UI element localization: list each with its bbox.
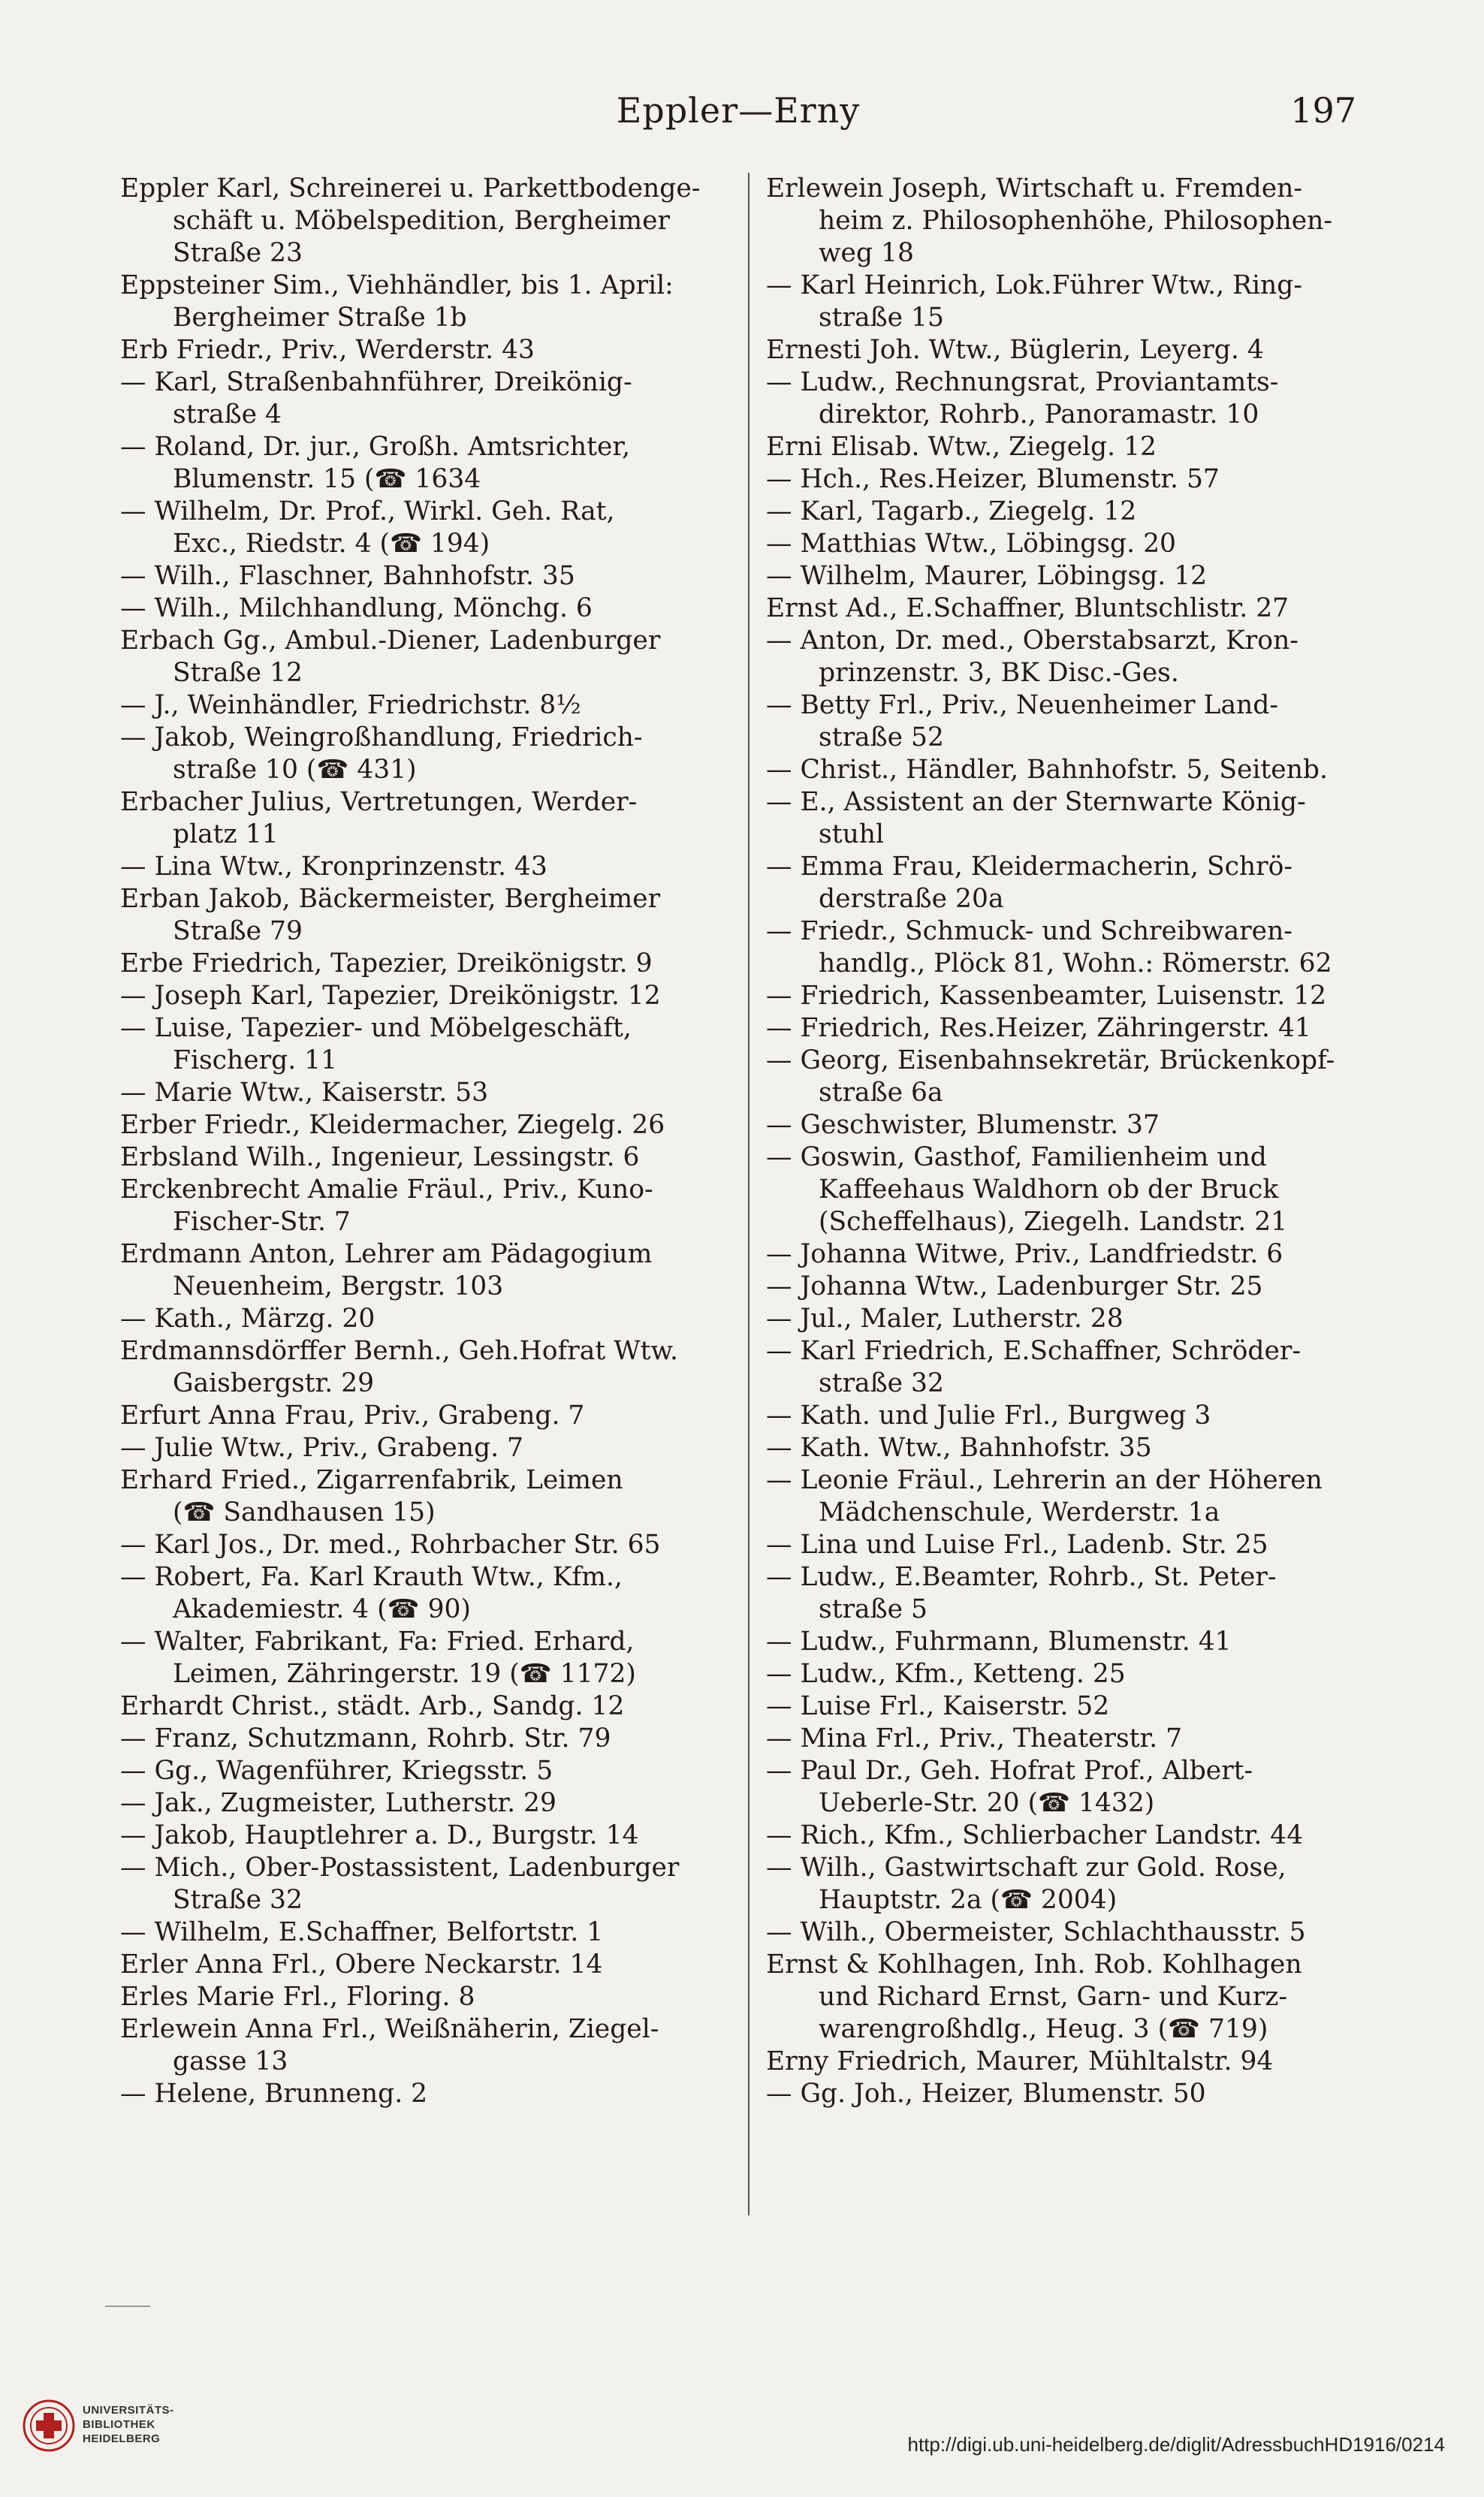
entry-line: — Helene, Brunneng. 2 bbox=[120, 2079, 428, 2109]
entry-line: Erber Friedr., Kleidermacher, Ziegelg. 26 bbox=[120, 1110, 665, 1140]
entry-line: — J., Weinhändler, Friedrichstr. 8½ bbox=[120, 690, 581, 720]
directory-entry bbox=[766, 915, 1374, 980]
entry-continuation-line: stuhl bbox=[819, 819, 885, 849]
entry-line: Erfurt Anna Frau, Priv., Grabeng. 7 bbox=[120, 1401, 585, 1431]
entry-line: — Kath., Märzg. 20 bbox=[120, 1304, 376, 1334]
directory-entry bbox=[120, 1464, 728, 1529]
entry-line: — Wilh., Flaschner, Bahnhofstr. 35 bbox=[120, 561, 575, 591]
directory-entry bbox=[120, 851, 728, 883]
page-number: 197 bbox=[1290, 90, 1356, 131]
directory-entry bbox=[766, 1464, 1374, 1529]
entry-line: — Johanna Witwe, Priv., Landfriedstr. 6 bbox=[766, 1239, 1283, 1269]
entry-line: — Jak., Zugmeister, Lutherstr. 29 bbox=[120, 1788, 556, 1818]
entry-line: — Lina und Luise Frl., Ladenb. Str. 25 bbox=[766, 1530, 1268, 1560]
directory-entry bbox=[120, 1723, 728, 1755]
entry-continuation-line: Fischerg. 11 bbox=[173, 1045, 338, 1075]
directory-entry bbox=[766, 786, 1374, 851]
entry-continuation-line: Straße 79 bbox=[173, 916, 303, 946]
directory-entry bbox=[120, 786, 728, 851]
entry-continuation-line: straße 5 bbox=[819, 1594, 928, 1624]
directory-entry bbox=[120, 1626, 728, 1690]
entry-line: — Ludw., E.Beamter, Rohrb., St. Peter- bbox=[766, 1562, 1277, 1592]
entry-line: Erler Anna Frl., Obere Neckarstr. 14 bbox=[120, 1950, 603, 1980]
directory-entry bbox=[120, 1077, 728, 1109]
directory-entry bbox=[766, 270, 1374, 334]
directory-entry bbox=[120, 883, 728, 948]
entry-continuation-line: gasse 13 bbox=[173, 2046, 288, 2076]
entry-line: — Ludw., Kfm., Ketteng. 25 bbox=[766, 1659, 1126, 1689]
entry-continuation-line: straße 6a bbox=[819, 1078, 943, 1108]
entry-continuation-line: straße 4 bbox=[173, 400, 282, 430]
directory-entry bbox=[120, 1109, 728, 1141]
directory-entry bbox=[766, 1916, 1374, 1949]
entry-continuation-line: direktor, Rohrb., Panoramastr. 10 bbox=[819, 400, 1259, 430]
directory-entry bbox=[766, 463, 1374, 496]
directory-entry bbox=[120, 1852, 728, 1916]
entry-line: — Geschwister, Blumenstr. 37 bbox=[766, 1110, 1160, 1140]
entry-line: — Luise Frl., Kaiserstr. 52 bbox=[766, 1691, 1110, 1721]
entry-line: Erles Marie Frl., Floring. 8 bbox=[120, 1982, 475, 2012]
directory-entry bbox=[120, 1012, 728, 1077]
entry-continuation-line: straße 52 bbox=[819, 722, 944, 752]
directory-entry bbox=[120, 625, 728, 689]
entry-line: — Friedrich, Kassenbeamter, Luisenstr. 12 bbox=[766, 981, 1327, 1011]
entry-line: — Ludw., Rechnungsrat, Proviantamts- bbox=[766, 367, 1279, 397]
entry-continuation-line: Bergheimer Straße 1b bbox=[173, 303, 467, 333]
directory-entry bbox=[766, 1141, 1374, 1238]
entry-continuation-line: Kaffeehaus Waldhorn ob der Bruck bbox=[819, 1175, 1279, 1205]
directory-entry bbox=[766, 1723, 1374, 1755]
directory-entry bbox=[766, 2078, 1374, 2110]
entry-line: — Wilhelm, E.Schaffner, Belfortstr. 1 bbox=[120, 1917, 604, 1947]
entry-continuation-line: Fischer-Str. 7 bbox=[173, 1207, 351, 1237]
directory-entry bbox=[766, 1109, 1374, 1141]
directory-entry bbox=[120, 1141, 728, 1174]
entry-line: — Julie Wtw., Priv., Grabeng. 7 bbox=[120, 1433, 523, 1463]
library-name-line: BIBLIOTHEK bbox=[83, 2418, 155, 2431]
column-divider bbox=[748, 173, 750, 2215]
entry-line: Ernesti Joh. Wtw., Büglerin, Leyerg. 4 bbox=[766, 335, 1264, 365]
entry-line: — Georg, Eisenbahnsekretär, Brückenkopf- bbox=[766, 1045, 1335, 1075]
directory-entry bbox=[766, 1271, 1374, 1303]
page-header bbox=[120, 90, 1356, 143]
library-logo-icon bbox=[23, 2399, 75, 2452]
entry-line: — Walter, Fabrikant, Fa: Fried. Erhard, bbox=[120, 1627, 635, 1657]
directory-entry bbox=[120, 1432, 728, 1464]
library-name bbox=[83, 2403, 174, 2446]
directory-entry bbox=[120, 1916, 728, 1949]
entry-line: — Matthias Wtw., Löbingsg. 20 bbox=[766, 529, 1176, 559]
entry-line: — Johanna Wtw., Ladenburger Str. 25 bbox=[766, 1271, 1263, 1301]
directory-entry bbox=[766, 1432, 1374, 1464]
entry-line: — Hch., Res.Heizer, Blumenstr. 57 bbox=[766, 464, 1220, 494]
directory-entry bbox=[120, 366, 728, 431]
entry-line: — Jakob, Weingroßhandlung, Friedrich- bbox=[120, 722, 643, 752]
entry-line: — Friedrich, Res.Heizer, Zähringerstr. 41 bbox=[766, 1013, 1311, 1043]
directory-entry bbox=[766, 1045, 1374, 1109]
entry-line: — Betty Frl., Priv., Neuenheimer Land- bbox=[766, 690, 1278, 720]
entry-line: — Jul., Maler, Lutherstr. 28 bbox=[766, 1304, 1124, 1334]
entry-line: — Jakob, Hauptlehrer a. D., Burgstr. 14 bbox=[120, 1820, 639, 1850]
source-url-link[interactable]: http://digi.ub.uni-heidelberg.de/diglit/AdressbuchHD1916/0214 bbox=[907, 2433, 1445, 2456]
directory-entry bbox=[766, 593, 1374, 625]
entry-line: — Marie Wtw., Kaiserstr. 53 bbox=[120, 1078, 489, 1108]
directory-entry bbox=[120, 1303, 728, 1335]
directory-entry bbox=[120, 173, 728, 270]
directory-entry bbox=[766, 2046, 1374, 2078]
directory-entry bbox=[766, 496, 1374, 528]
entry-continuation-line: Blumenstr. 15 (☎ 1634 bbox=[173, 464, 481, 494]
directory-entry bbox=[766, 560, 1374, 593]
entry-line: Erbsland Wilh., Ingenieur, Lessingstr. 6 bbox=[120, 1142, 640, 1172]
directory-entry bbox=[766, 1561, 1374, 1626]
entry-continuation-line: Neuenheim, Bergstr. 103 bbox=[173, 1271, 504, 1301]
entry-continuation-line: Straße 12 bbox=[173, 658, 303, 688]
entry-line: Eppsteiner Sim., Viehhändler, bis 1. April: bbox=[120, 270, 674, 300]
entry-line: — Leonie Fräul., Lehrerin an der Höheren bbox=[766, 1465, 1323, 1495]
entry-continuation-line: straße 10 (☎ 431) bbox=[173, 755, 417, 785]
entry-continuation-line: Straße 32 bbox=[173, 1885, 303, 1915]
directory-entry bbox=[766, 1012, 1374, 1045]
entry-continuation-line: platz 11 bbox=[173, 819, 279, 849]
directory-entry bbox=[766, 1529, 1374, 1561]
directory-entry bbox=[766, 1820, 1374, 1852]
directory-entry bbox=[766, 625, 1374, 689]
entry-line: — Rich., Kfm., Schlierbacher Landstr. 44 bbox=[766, 1820, 1304, 1850]
entry-line: — Wilh., Gastwirtschaft zur Gold. Rose, bbox=[766, 1853, 1286, 1883]
entry-line: — Wilh., Milchhandlung, Mönchg. 6 bbox=[120, 593, 593, 623]
directory-entry bbox=[766, 334, 1374, 366]
entry-line: — Wilhelm, Dr. Prof., Wirkl. Geh. Rat, bbox=[120, 496, 615, 526]
entry-line: Erhard Fried., Zigarrenfabrik, Leimen bbox=[120, 1465, 623, 1495]
entry-continuation-line: schäft u. Möbelspedition, Bergheimer bbox=[173, 206, 670, 236]
entry-line: — Karl Friedrich, E.Schaffner, Schröder- bbox=[766, 1336, 1302, 1366]
entry-line: Erbacher Julius, Vertretungen, Werder- bbox=[120, 787, 638, 817]
directory-entry bbox=[120, 689, 728, 722]
entry-line: Erckenbrecht Amalie Fräul., Priv., Kuno- bbox=[120, 1175, 653, 1205]
entry-continuation-line: Akademiestr. 4 (☎ 90) bbox=[173, 1594, 471, 1624]
directory-entry bbox=[766, 1400, 1374, 1432]
directory-entry bbox=[120, 2013, 728, 2078]
entry-line: — Wilhelm, Maurer, Löbingsg. 12 bbox=[766, 561, 1208, 591]
page-footer bbox=[0, 2373, 1484, 2493]
entry-continuation-line: heim z. Philosophenhöhe, Philosophen- bbox=[819, 206, 1333, 236]
entry-line: Erny Friedrich, Maurer, Mühltalstr. 94 bbox=[766, 2046, 1274, 2076]
entry-continuation-line: Gaisbergstr. 29 bbox=[173, 1368, 375, 1398]
entry-line: — Anton, Dr. med., Oberstabsarzt, Kron- bbox=[766, 626, 1298, 656]
entry-line: Erban Jakob, Bäckermeister, Bergheimer bbox=[120, 884, 661, 914]
directory-entry bbox=[766, 754, 1374, 786]
entry-line: — E., Assistent an der Sternwarte König- bbox=[766, 787, 1306, 817]
entry-line: — Roland, Dr. jur., Großh. Amtsrichter, bbox=[120, 432, 631, 462]
directory-entry bbox=[120, 2078, 728, 2110]
entry-continuation-line: prinzenstr. 3, BK Disc.-Ges. bbox=[819, 658, 1179, 688]
entry-continuation-line: handlg., Plöck 81, Wohn.: Römerstr. 62 bbox=[819, 948, 1332, 979]
entry-line: Erlewein Joseph, Wirtschaft u. Fremden- bbox=[766, 173, 1303, 204]
directory-entry bbox=[120, 560, 728, 593]
entry-line: Eppler Karl, Schreinerei u. Parkettbodenge- bbox=[120, 173, 701, 204]
directory-entry bbox=[766, 431, 1374, 463]
entry-continuation-line: Leimen, Zähringerstr. 19 (☎ 1172) bbox=[173, 1659, 636, 1689]
directory-entry bbox=[766, 1238, 1374, 1271]
directory-entry bbox=[766, 1626, 1374, 1658]
entry-line: — Franz, Schutzmann, Rohrb. Str. 79 bbox=[120, 1723, 611, 1754]
directory-entry bbox=[120, 334, 728, 366]
entry-line: — Christ., Händler, Bahnhofstr. 5, Seitenb. bbox=[766, 755, 1328, 785]
directory-entry bbox=[766, 1303, 1374, 1335]
entry-continuation-line: Straße 23 bbox=[173, 238, 303, 268]
entry-line: — Gg., Wagenführer, Kriegsstr. 5 bbox=[120, 1756, 553, 1786]
running-head: Eppler—Erny bbox=[616, 90, 861, 131]
entry-line: — Ludw., Fuhrmann, Blumenstr. 41 bbox=[766, 1627, 1232, 1657]
entry-line: — Gg. Joh., Heizer, Blumenstr. 50 bbox=[766, 2079, 1206, 2109]
directory-entry bbox=[120, 1949, 728, 1981]
directory-entry bbox=[120, 948, 728, 980]
entry-line: Erhardt Christ., städt. Arb., Sandg. 12 bbox=[120, 1691, 625, 1721]
directory-entry bbox=[120, 1335, 728, 1400]
directory-entry bbox=[766, 173, 1374, 270]
entry-line: — Goswin, Gasthof, Familienheim und bbox=[766, 1142, 1267, 1172]
entry-line: — Wilh., Obermeister, Schlachthausstr. 5 bbox=[766, 1917, 1306, 1947]
directory-entry bbox=[120, 1400, 728, 1432]
right-column bbox=[766, 173, 1374, 2110]
entry-continuation-line: warengroßhdlg., Heug. 3 (☎ 719) bbox=[819, 2014, 1268, 2044]
entry-line: — Karl Heinrich, Lok.Führer Wtw., Ring- bbox=[766, 270, 1302, 300]
directory-entry bbox=[120, 431, 728, 496]
directory-entry bbox=[120, 1561, 728, 1626]
entry-continuation-line: Exc., Riedstr. 4 (☎ 194) bbox=[173, 529, 490, 559]
entry-line: Erbach Gg., Ambul.-Diener, Ladenburger bbox=[120, 626, 661, 656]
directory-entry bbox=[766, 1852, 1374, 1916]
directory-entry bbox=[120, 1787, 728, 1820]
entry-continuation-line: (☎ Sandhausen 15) bbox=[173, 1497, 436, 1527]
entry-line: Erb Friedr., Priv., Werderstr. 43 bbox=[120, 335, 535, 365]
entry-line: — Joseph Karl, Tapezier, Dreikönigstr. 12 bbox=[120, 981, 661, 1011]
directory-entry bbox=[120, 270, 728, 334]
left-column bbox=[120, 173, 728, 2110]
entry-continuation-line: und Richard Ernst, Garn- und Kurz- bbox=[819, 1982, 1288, 2012]
directory-entry bbox=[766, 366, 1374, 431]
entry-line: Erlewein Anna Frl., Weißnäherin, Ziegel- bbox=[120, 2014, 659, 2044]
entry-line: — Mich., Ober-Postassistent, Ladenburger bbox=[120, 1853, 680, 1883]
entry-continuation-line: derstraße 20a bbox=[819, 884, 1004, 914]
entry-line: — Luise, Tapezier- und Möbelgeschäft, bbox=[120, 1013, 632, 1043]
directory-entry bbox=[120, 496, 728, 560]
entry-continuation-line: straße 15 bbox=[819, 303, 944, 333]
library-name-line: HEIDELBERG bbox=[83, 2432, 161, 2445]
directory-entry bbox=[766, 1755, 1374, 1820]
directory-columns bbox=[120, 173, 1374, 2215]
directory-entry bbox=[766, 528, 1374, 560]
footer-separator bbox=[105, 2306, 150, 2307]
directory-entry bbox=[120, 980, 728, 1012]
library-name-line: UNIVERSITÄTS- bbox=[83, 2404, 174, 2417]
entry-line: Erdmann Anton, Lehrer am Pädagogium bbox=[120, 1239, 653, 1269]
directory-entry bbox=[120, 1238, 728, 1303]
entry-line: Erdmannsdörffer Bernh., Geh.Hofrat Wtw. bbox=[120, 1336, 678, 1366]
entry-line: — Robert, Fa. Karl Krauth Wtw., Kfm., bbox=[120, 1562, 623, 1592]
entry-continuation-line: (Scheffelhaus), Ziegelh. Landstr. 21 bbox=[819, 1207, 1288, 1237]
directory-entry bbox=[766, 851, 1374, 915]
entry-line: Ernst & Kohlhagen, Inh. Rob. Kohlhagen bbox=[766, 1950, 1302, 1980]
directory-entry bbox=[766, 1658, 1374, 1690]
entry-line: — Kath. und Julie Frl., Burgweg 3 bbox=[766, 1401, 1211, 1431]
entry-line: — Kath. Wtw., Bahnhofstr. 35 bbox=[766, 1433, 1152, 1463]
entry-continuation-line: weg 18 bbox=[819, 238, 914, 268]
directory-entry bbox=[120, 1981, 728, 2013]
entry-line: — Karl, Straßenbahnführer, Dreikönig- bbox=[120, 367, 632, 397]
entry-line: Ernst Ad., E.Schaffner, Bluntschlistr. 27 bbox=[766, 593, 1289, 623]
directory-entry bbox=[766, 980, 1374, 1012]
entry-continuation-line: straße 32 bbox=[819, 1368, 944, 1398]
entry-line: — Emma Frau, Kleidermacherin, Schrö- bbox=[766, 852, 1293, 882]
entry-continuation-line: Hauptstr. 2a (☎ 2004) bbox=[819, 1885, 1118, 1915]
directory-entry bbox=[120, 1820, 728, 1852]
entry-line: Erni Elisab. Wtw., Ziegelg. 12 bbox=[766, 432, 1157, 462]
entry-line: — Paul Dr., Geh. Hofrat Prof., Albert- bbox=[766, 1756, 1253, 1786]
directory-entry bbox=[120, 1690, 728, 1723]
directory-entry bbox=[766, 1690, 1374, 1723]
directory-entry bbox=[766, 1335, 1374, 1400]
directory-entry bbox=[120, 1174, 728, 1238]
directory-entry bbox=[120, 593, 728, 625]
entry-line: — Friedr., Schmuck- und Schreibwaren- bbox=[766, 916, 1292, 946]
entry-continuation-line: Ueberle-Str. 20 (☎ 1432) bbox=[819, 1788, 1155, 1818]
entry-line: — Mina Frl., Priv., Theaterstr. 7 bbox=[766, 1723, 1183, 1754]
entry-line: — Karl, Tagarb., Ziegelg. 12 bbox=[766, 496, 1137, 526]
directory-entry bbox=[120, 1529, 728, 1561]
entry-continuation-line: Mädchenschule, Werderstr. 1a bbox=[819, 1497, 1220, 1527]
directory-entry bbox=[120, 722, 728, 786]
entry-line: — Karl Jos., Dr. med., Rohrbacher Str. 65 bbox=[120, 1530, 661, 1560]
entry-line: — Lina Wtw., Kronprinzenstr. 43 bbox=[120, 852, 547, 882]
directory-entry bbox=[766, 689, 1374, 754]
directory-entry bbox=[120, 1755, 728, 1787]
entry-line: Erbe Friedrich, Tapezier, Dreikönigstr. 9 bbox=[120, 948, 653, 979]
directory-entry bbox=[766, 1949, 1374, 2046]
